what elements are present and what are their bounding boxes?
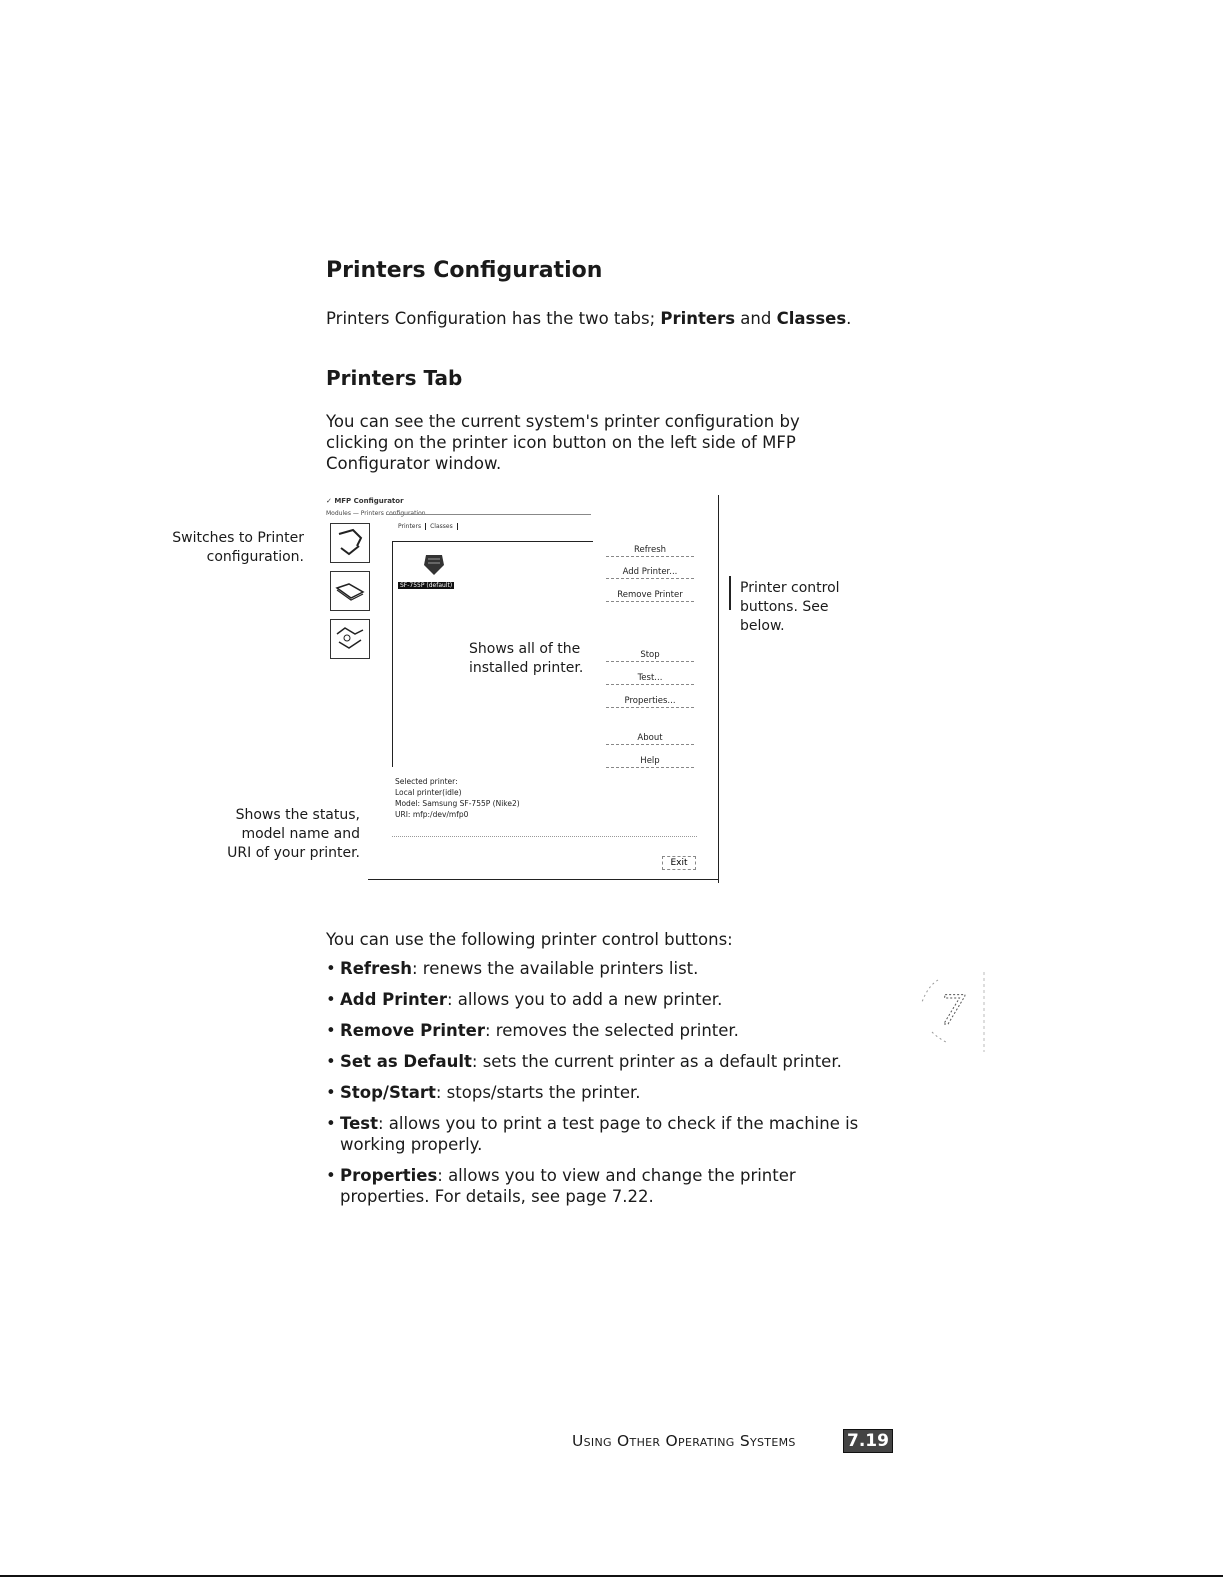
- properties-button[interactable]: Properties...: [606, 695, 694, 708]
- info-divider: [392, 836, 697, 837]
- callout-switches-line2: configuration.: [206, 549, 304, 565]
- exit-button[interactable]: Exit: [662, 856, 696, 870]
- shows-all-line2: installed printer.: [469, 660, 584, 676]
- item-desc: : sets the current printer as a default printer.: [471, 1052, 842, 1071]
- window-right-edge: [718, 495, 719, 883]
- list-item: [326, 1113, 886, 1155]
- shows-all-line1: Shows all of the: [469, 641, 581, 657]
- panel-rule: [386, 514, 591, 515]
- list-item: [326, 1051, 886, 1072]
- item-desc: : removes the selected printer.: [484, 1021, 739, 1040]
- printer-icon: [331, 524, 369, 562]
- port-module-button[interactable]: [330, 619, 370, 659]
- list-item: [326, 1165, 886, 1207]
- window-bottom-edge: [368, 879, 719, 880]
- list-item: [326, 1082, 886, 1103]
- scanner-module-button[interactable]: [330, 571, 370, 611]
- control-bracket: [729, 576, 731, 610]
- callout-controls-line2: buttons. See: [740, 599, 829, 615]
- chapter-number: 7: [940, 988, 966, 1034]
- selected-printer-info: [395, 776, 520, 820]
- refresh-button[interactable]: Refresh: [606, 544, 694, 557]
- item-term: Test: [340, 1114, 378, 1133]
- module-breadcrumb: Modules — Printers configuration: [326, 510, 426, 517]
- test-button[interactable]: Test...: [606, 672, 694, 685]
- footer-title: Using Other Operating Systems: [572, 1432, 796, 1450]
- list-lead: You can use the following printer control buttons:: [326, 930, 733, 949]
- item-term: Stop/Start: [340, 1083, 436, 1102]
- info-model: Model: Samsung SF-755P (Nike2): [395, 799, 520, 808]
- printer-module-button[interactable]: [330, 523, 370, 563]
- item-term: Properties: [340, 1166, 438, 1185]
- intro-tab-printers: Printers: [660, 309, 736, 328]
- info-uri: URI: mfp:/dev/mfp0: [395, 810, 469, 819]
- add-printer-button[interactable]: Add Printer...: [606, 566, 694, 579]
- window-title-text: MFP Configurator: [334, 497, 404, 505]
- item-desc: : allows you to view and change the printer properties. For details, see page 7.22.: [340, 1166, 796, 1206]
- remove-printer-button[interactable]: Remove Printer: [606, 589, 694, 602]
- intro-prefix: Printers Configuration has the two tabs;: [326, 309, 661, 328]
- item-term: Remove Printer: [340, 1021, 485, 1040]
- app-icon: ✓: [326, 497, 332, 505]
- section-title: Printers Configuration: [326, 258, 603, 283]
- intro-text: [326, 309, 851, 328]
- callout-controls-line1: Printer control: [740, 580, 840, 596]
- intro-tab-classes: Classes: [776, 309, 847, 328]
- callout-switches: [150, 529, 304, 567]
- tab-printers[interactable]: Printers: [394, 523, 426, 530]
- callout-status-line1: Shows the status,: [235, 807, 360, 823]
- window-title: [326, 497, 404, 505]
- help-button[interactable]: Help: [606, 755, 694, 768]
- list-item: [326, 958, 886, 979]
- item-term: Add Printer: [340, 990, 447, 1009]
- info-selected: Selected printer:: [395, 777, 458, 786]
- info-local: Local printer(idle): [395, 788, 462, 797]
- tab-bar: [394, 523, 458, 530]
- callout-switches-line1: Switches to Printer: [172, 530, 304, 546]
- installed-printer-icon[interactable]: [422, 551, 446, 577]
- mfp-configurator-screenshot: [322, 495, 724, 888]
- intro-middle: and: [735, 309, 777, 328]
- panel-label: Printers configuration: [360, 510, 426, 517]
- body-paragraph: You can see the current system's printer configuration by clicking on the printer icon button on the left side of MFP Configurator window.: [326, 412, 800, 473]
- stop-button[interactable]: Stop: [606, 649, 694, 662]
- item-term: Set as Default: [340, 1052, 472, 1071]
- chapter-tab-icon: [918, 972, 988, 1052]
- about-button[interactable]: About: [606, 732, 694, 745]
- callout-controls: [740, 579, 890, 636]
- subsection-title: Printers Tab: [326, 366, 463, 390]
- callout-controls-line3: below.: [740, 618, 785, 634]
- page-bottom-rule: [0, 1575, 1223, 1577]
- item-desc: : allows you to add a new printer.: [446, 990, 723, 1009]
- control-button-list: [326, 958, 886, 1217]
- scanner-icon: [331, 572, 369, 610]
- callout-status-line2: model name and: [241, 826, 360, 842]
- tab-classes[interactable]: Classes: [426, 523, 458, 530]
- intro-suffix: .: [846, 309, 852, 328]
- port-icon: [331, 620, 369, 658]
- item-desc: : stops/starts the printer.: [435, 1083, 641, 1102]
- modules-label: Modules: [326, 510, 351, 517]
- shows-all-callout: [469, 640, 583, 678]
- item-desc: : renews the available printers list.: [411, 959, 699, 978]
- page-number: 7.19: [843, 1429, 893, 1453]
- list-item: [326, 989, 886, 1010]
- item-term: Refresh: [340, 959, 412, 978]
- callout-status-line3: URI of your printer.: [227, 845, 360, 861]
- list-item: [326, 1020, 886, 1041]
- item-desc: : allows you to print a test page to check if the machine is working properly.: [340, 1114, 859, 1154]
- selected-printer-label[interactable]: SF-755P (default): [400, 582, 453, 589]
